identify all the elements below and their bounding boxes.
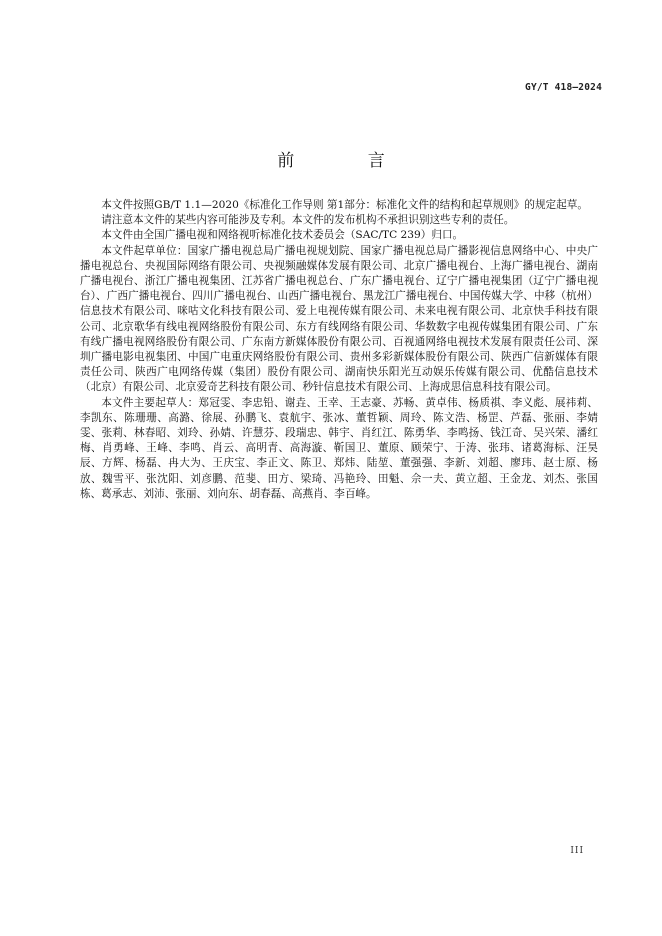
standard-code: GY/T 418—2024: [525, 82, 602, 93]
paragraph-drafting-units: 本文件起草单位：国家广播电视总局广播电视规划院、国家广播电视总局广播影视信息网络中心、中央广播电视总台、央视国际网络有限公司、央视频融媒体发展有限公司、北京广播电视台、上海广播电视台、湖南广播电视台、浙江广播电视集团、江苏省广播电视总台、广东广播电视台、辽宁广播电视集团（辽宁广播电视台）、广西广播电视台、四川广播电视台、山西广播电视台、黑龙江广播电视台、中国传媒大学、中移（杭州）信息技术有限公司、咪咕文化科技有限公司、爱上电视传媒有限公司、未来电视有限公司、北京快手科技有限公司、北京歌华有线电视网络股份有限公司、东方有线网络有限公司、华数数字电视传媒集团有限公司、广东有线广播电视网络股份有限公司、广东南方新媒体股份有限公司、百视通网络电视技术发展有限责任公司、深圳广播电影电视集团、中国广电重庆网络股份有限公司、贵州多彩新媒体股份有限公司、陕西广信新媒体有限责任公司、陕西广电网络传媒（集团）股份有限公司、湖南快乐阳光互动娱乐传媒有限公司、优酷信息技术（北京）有限公司、北京爱奇艺科技有限公司、秒针信息技术有限公司、上海成思信息科技有限公司。: [80, 244, 598, 394]
paragraph-patent-notice: 请注意本文件的某些内容可能涉及专利。本文件的发布机构不承担识别这些专利的责任。: [101, 214, 515, 227]
paragraph-drafting-rules: 本文件按照GB/T 1.1—2020《标准化工作导则 第1部分：标准化文件的结构和起草规则》的规定起草。: [101, 199, 588, 211]
page-title: 前 言: [277, 151, 419, 171]
paragraph-drafters: 本文件主要起草人：郑冠雯、李忠铅、谢垚、王幸、王志豪、苏畅、黄卓伟、杨质祺、李义彪、展祎莉、李凯东、陈珊珊、高潞、徐展、孙鹏飞、袁航宇、张冰、董哲颖、周玲、陈文浩、杨罡、芦磊、张丽、李婧雯、张莉、林春昭、刘玲、孙婧、许慧芬、段瑞忠、韩宇、肖红江、陈勇华、李鸣扬、钱江奇、吴兴荣、潘红梅、肖勇峰、王峰、李鸣、肖云、高明青、高海漩、靳国卫、董原、顾荣宁、于涛、张玮、诸葛海标、汪昊辰、方辉、杨磊、冉大为、王庆宝、李正文、陈卫、郑炜、陆堃、董强强、李新、刘超、廖玮、赵士原、杨放、魏雪平、张沈阳、刘彦鹏、范斐、田方、梁琦、冯艳玲、田魁、佘一夫、黄立超、王金龙、刘杰、张国栋、葛承志、刘沛、张丽、刘向东、胡春磊、高燕肖、李百峰。: [80, 396, 598, 500]
foreword-body: [80, 198, 598, 502]
paragraph-committee: 本文件由全国广播电视和网络视听标准化技术委员会（SAC/TC 239）归口。: [101, 229, 464, 242]
page-number: III: [570, 846, 584, 856]
